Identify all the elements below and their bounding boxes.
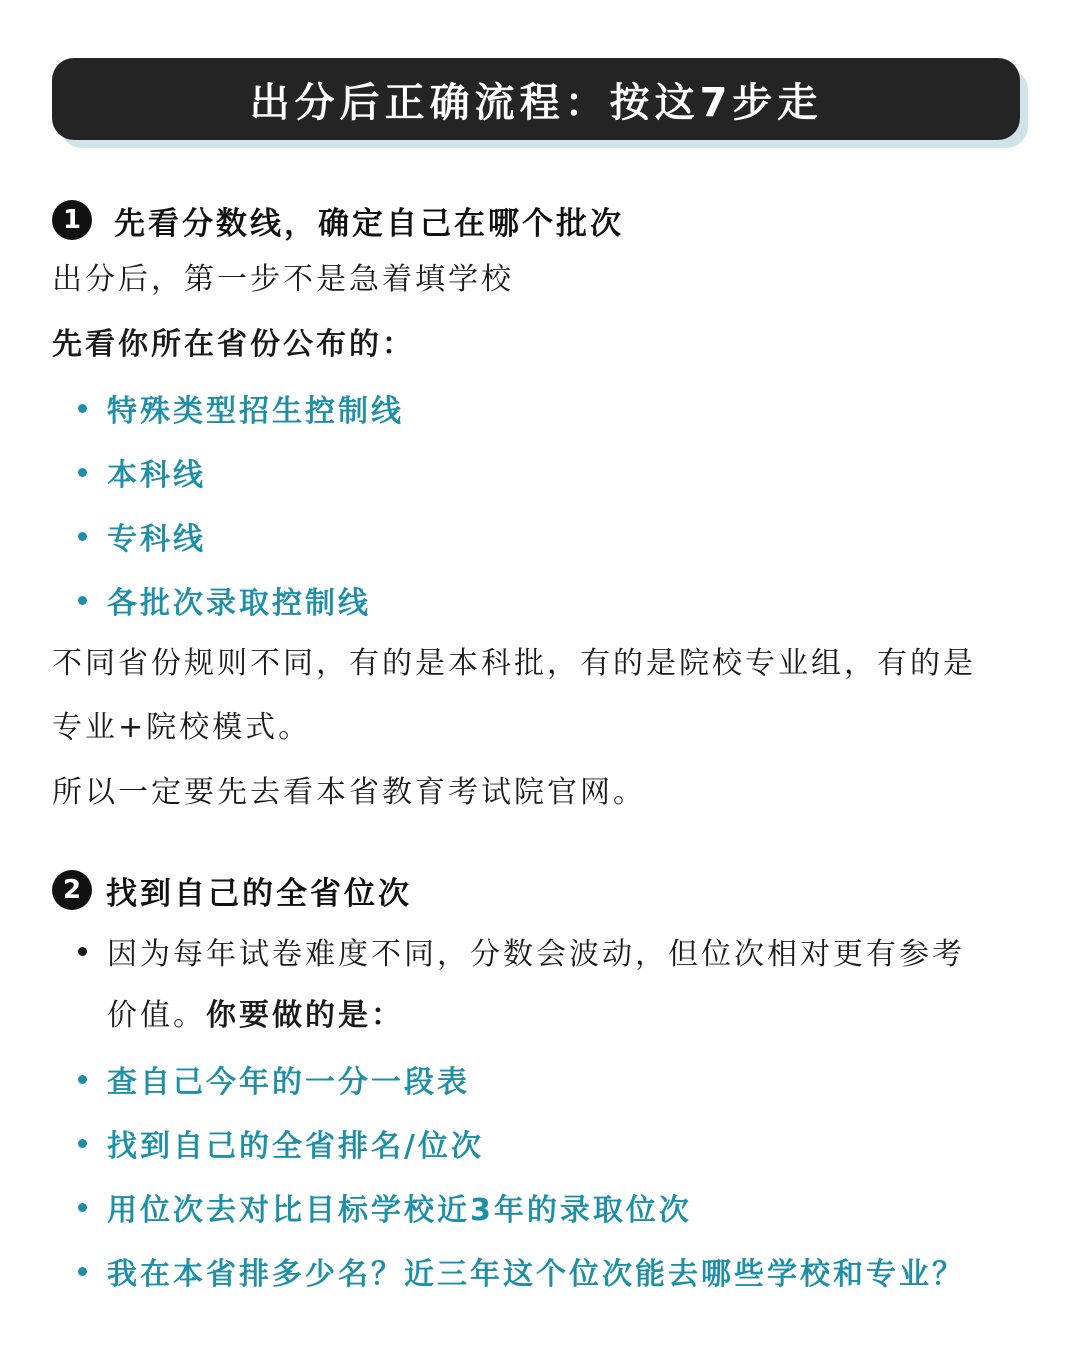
list-item-text: 本科线	[107, 458, 206, 493]
step1-lead: 先看你所在省份公布的：	[52, 327, 415, 362]
step1-note-line1: 不同省份规则不同，有的是本科批，有的是院校专业组，有的是	[52, 646, 976, 681]
banner-title: 出分后正确流程：按这7步走	[52, 58, 1020, 140]
step1-note-line2: 专业+院校模式。	[52, 710, 312, 745]
step2-para-line2-wrap	[107, 994, 404, 1038]
bullet-dot-icon	[78, 1139, 87, 1148]
bullet-dot-icon	[78, 1075, 87, 1084]
step1-note-line3: 所以一定要先去看本省教育考试院官网。	[52, 775, 646, 810]
bullet-dot-icon	[78, 1267, 87, 1276]
list-item-text: 找到自己的全省排名/位次	[107, 1129, 484, 1164]
list-item	[78, 578, 371, 622]
bullet-dot-icon	[78, 596, 87, 605]
bullet-dot-icon	[78, 532, 87, 541]
list-item	[78, 1121, 484, 1165]
step1-number-badge: 1	[52, 200, 92, 240]
step1-title: 先看分数线，确定自己在哪个批次	[114, 205, 624, 242]
step1-intro: 出分后，第一步不是急着填学校	[52, 262, 514, 297]
step2-para-bold: 你要做的是：	[206, 998, 404, 1033]
step2-para-line1: 因为每年试卷难度不同，分数会波动，但位次相对更有参考	[107, 937, 965, 972]
step1-heading	[52, 198, 624, 242]
list-item-text: 用位次去对比目标学校近3年的录取位次	[107, 1193, 692, 1228]
list-item	[78, 929, 965, 973]
list-item-text: 我在本省排多少名？近三年这个位次能去哪些学校和专业？	[107, 1257, 965, 1292]
title-banner	[52, 58, 1028, 148]
list-item	[78, 1057, 470, 1101]
bullet-dot-icon	[78, 1203, 87, 1212]
step2-number-badge: 2	[52, 870, 92, 910]
list-item-text: 特殊类型招生控制线	[107, 394, 404, 429]
list-item-text: 专科线	[107, 522, 206, 557]
bullet-dot-icon	[78, 404, 87, 413]
list-item	[78, 386, 404, 430]
bullet-dot-icon	[78, 468, 87, 477]
step2-title: 找到自己的全省位次	[106, 875, 412, 912]
list-item-text: 查自己今年的一分一段表	[107, 1065, 470, 1100]
bullet-dot-icon	[78, 947, 87, 956]
list-item	[78, 1249, 965, 1293]
step2-heading	[52, 868, 412, 912]
list-item	[78, 1185, 692, 1229]
list-item-text: 各批次录取控制线	[107, 586, 371, 621]
list-item	[78, 514, 206, 558]
list-item	[78, 450, 206, 494]
step2-para-line2: 价值。	[107, 998, 206, 1033]
